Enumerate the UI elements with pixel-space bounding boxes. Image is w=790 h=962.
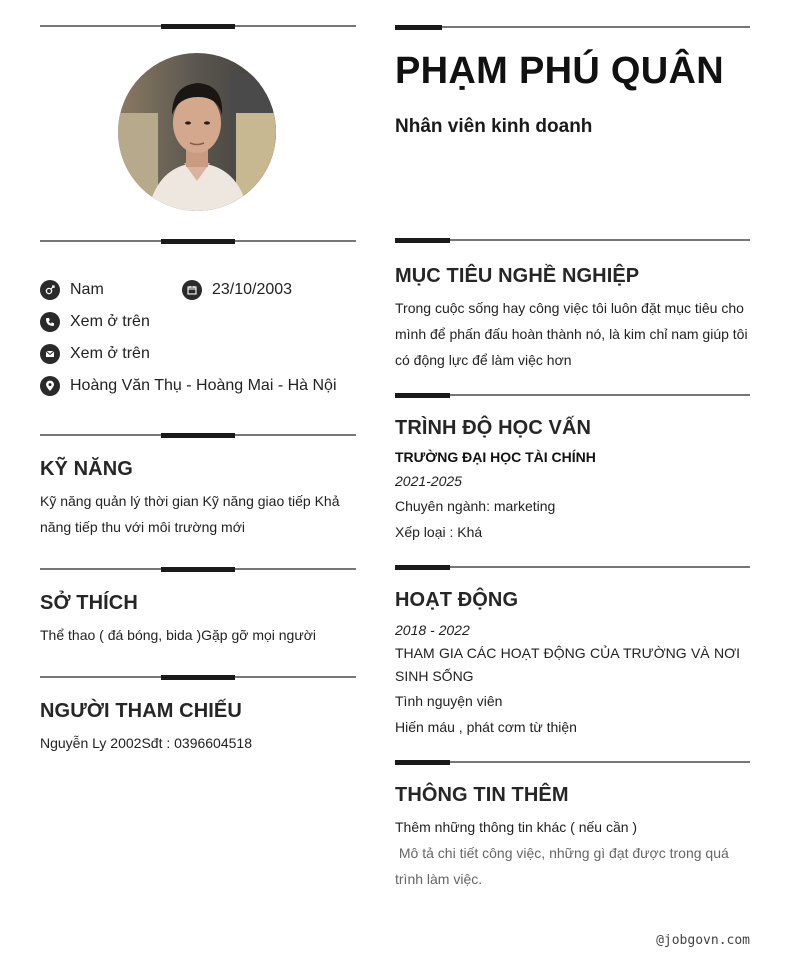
address-value: Hoàng Văn Thụ - Hoàng Mai - Hà Nội (70, 377, 337, 394)
location-icon (40, 376, 60, 396)
activities-line: Hiến máu , phát cơm từ thiện (395, 719, 577, 735)
extra-title: THÔNG TIN THÊM (395, 784, 569, 806)
hobbies-text: Thể thao ( đá bóng, bida )Gặp gỡ mọi người (40, 627, 317, 643)
skills-line: Kỹ năng quản lý thời gian Kỹ năng giao tiếp Khả (40, 493, 340, 509)
education-grade: Xếp loại : Khá (395, 524, 483, 540)
birthdate-row (182, 280, 292, 300)
footer-watermark: @jobgovn.com (656, 933, 750, 948)
email-value: Xem ở trên (70, 345, 150, 362)
education-major: Chuyên ngành: marketing (395, 498, 556, 514)
profile-photo (118, 53, 276, 211)
left-photo-divider (40, 239, 356, 243)
extra-line: trình làm việc. (395, 871, 483, 887)
activities-period: 2018 - 2022 (395, 622, 470, 638)
right-activities-divider (395, 565, 750, 569)
left-contact-divider (40, 433, 356, 437)
skills-title: KỸ NĂNG (40, 458, 133, 480)
left-skills-divider (40, 567, 356, 571)
right-education-divider (395, 393, 750, 397)
gender-icon (40, 280, 60, 300)
address-row (40, 376, 337, 396)
right-extra-divider (395, 760, 750, 764)
education-period: 2021-2025 (395, 473, 462, 489)
phone-icon (40, 312, 60, 332)
skills-text (40, 488, 356, 540)
activities-line: Tình nguyện viên (395, 693, 503, 709)
right-objective-divider (395, 238, 750, 242)
right-top-divider (395, 25, 750, 29)
activities-line: THAM GIA CÁC HOẠT ĐỘNG CỦA TRƯỜNG VÀ NƠI (395, 645, 740, 661)
reference-text: Nguyễn Ly 2002Sđt : 0396604518 (40, 735, 252, 751)
extra-line: Thêm những thông tin khác ( nếu cần ) (395, 819, 638, 835)
calendar-icon (182, 280, 202, 300)
phone-value: Xem ở trên (70, 313, 150, 330)
phone-row (40, 312, 150, 332)
reference-title: NGƯỜI THAM CHIẾU (40, 700, 242, 722)
objective-line: có động lực để làm việc hơn (395, 352, 572, 368)
candidate-name: PHẠM PHÚ QUÂN (395, 50, 725, 92)
gender-row (40, 280, 104, 300)
hobbies-title: SỞ THÍCH (40, 592, 138, 614)
left-hobbies-divider (40, 675, 356, 679)
activities-title: HOẠT ĐỘNG (395, 589, 519, 611)
skills-line: năng tiếp thu với môi trường mới (40, 519, 245, 535)
education-school: TRƯỜNG ĐẠI HỌC TÀI CHÍNH (395, 449, 596, 465)
education-title: TRÌNH ĐỘ HỌC VẤN (395, 417, 592, 439)
objective-text (395, 295, 755, 373)
candidate-role: Nhân viên kinh doanh (395, 116, 593, 137)
gender-value: Nam (70, 281, 104, 298)
email-row (40, 344, 150, 364)
birthdate-value: 23/10/2003 (212, 281, 293, 298)
extra-line: Mô tả chi tiết công việc, những gì đạt được trong quá (395, 845, 729, 861)
objective-line: mình để phấn đấu hoàn thành nó, là kim chỉ nam giúp tôi (395, 326, 748, 342)
objective-title: MỤC TIÊU NGHỀ NGHIỆP (395, 265, 640, 287)
left-top-divider (40, 24, 356, 28)
email-icon (40, 344, 60, 364)
activities-line: SINH SỐNG (395, 668, 474, 684)
objective-line: Trong cuộc sống hay công việc tôi luôn đặt mục tiêu cho (395, 300, 744, 316)
